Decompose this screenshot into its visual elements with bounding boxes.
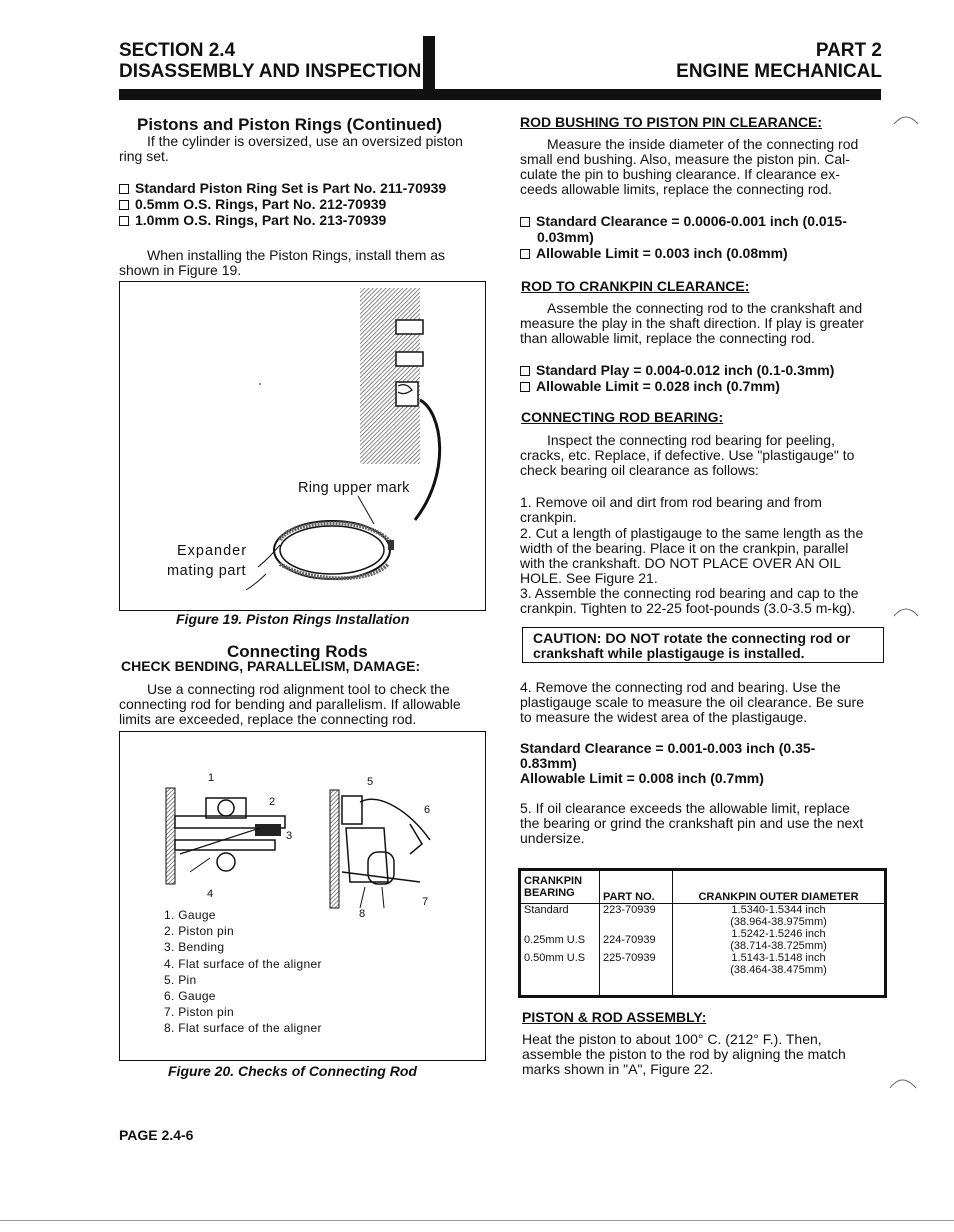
callout-8: 8 (359, 908, 366, 920)
step5-line: the bearing or grind the crankshaft pin and use the next (520, 815, 864, 831)
scan-mark-icon (890, 588, 930, 628)
checkbox-icon (520, 366, 530, 376)
crankpin-spec-2: Allowable Limit = 0.028 inch (0.7mm) (520, 379, 780, 394)
step5-line: 5. If oil clearance exceeds the allowable limit, replace (520, 800, 850, 816)
step-line: with the crankshaft. DO NOT PLACE OVER AN OIL (520, 555, 842, 571)
callout-3: 3 (286, 830, 293, 842)
bushing-spec-1b: 0.03mm) (537, 229, 594, 245)
figure-19-frame (119, 281, 486, 611)
page-number: PAGE 2.4-6 (119, 1127, 194, 1143)
part-item: 1.0mm O.S. Rings, Part No. 213-70939 (119, 213, 386, 228)
checkbox-icon (520, 217, 530, 227)
bushing-spec-2: Allowable Limit = 0.003 inch (0.08mm) (520, 246, 788, 261)
callout-4: 4 (207, 888, 214, 900)
legend-item: 2. Piston pin (164, 924, 234, 939)
figure-20-frame (119, 731, 486, 1061)
standard-clearance-2: 0.83mm) (520, 755, 577, 771)
bearing-text-2: cracks, etc. Replace, if defective. Use "plastigauge" to (520, 447, 855, 463)
check-text-1: Use a connecting rod alignment tool to check the (147, 681, 450, 697)
bushing-heading: ROD BUSHING TO PISTON PIN CLEARANCE: (520, 114, 823, 130)
bushing-text-2: small end bushing. Also, measure the piston pin. Cal- (520, 151, 850, 167)
part-title: ENGINE MECHANICAL (676, 61, 882, 82)
crankpin-text-3: than allowable limit, replace the connecting rod. (520, 330, 815, 346)
header-divider (423, 36, 435, 90)
step-line: 1. Remove oil and dirt from rod bearing and from (520, 494, 822, 510)
legend-item: 3. Bending (164, 940, 225, 955)
connecting-rods-heading: Connecting Rods (227, 642, 368, 661)
piston-ring-illustration (120, 282, 484, 609)
table-row: 0.25mm U.S 224-70939 1.5242-1.5246 inch (38.714-38.725mm) (521, 928, 884, 952)
section-title: DISASSEMBLY AND INSPECTION (119, 61, 422, 82)
assembly-text-3: marks shown in "A", Figure 22. (522, 1061, 714, 1077)
crankpin-table (518, 868, 887, 998)
oversize-text-1: If the cylinder is oversized, use an oversized piston (147, 133, 463, 149)
step-line: 2. Cut a length of plastigauge to the same length as the (520, 525, 864, 541)
legend-item: 7. Piston pin (164, 1005, 234, 1020)
table-row: 0.50mm U.S 225-70939 1.5143-1.5148 inch (38.464-38.475mm) (521, 952, 884, 996)
step4-line: to measure the widest area of the plastigauge. (520, 709, 808, 725)
checkbox-icon (520, 382, 530, 392)
callout-6: 6 (424, 804, 431, 816)
figure-19-caption: Figure 19. Piston Rings Installation (176, 611, 410, 627)
oversize-text-2: ring set. (119, 148, 169, 164)
bottom-edge (0, 1220, 954, 1221)
bearing-heading: CONNECTING ROD BEARING: (521, 409, 724, 425)
bushing-text-1: Measure the inside diameter of the connecting rod (547, 136, 859, 152)
assembly-heading: PISTON & ROD ASSEMBLY: (522, 1009, 707, 1025)
crankpin-spec-1: Standard Play = 0.004-0.012 inch (0.1-0.3mm) (520, 363, 834, 378)
check-heading: CHECK BENDING, PARALLELISM, DAMAGE: (121, 658, 421, 674)
part-item: Standard Piston Ring Set is Part No. 211-70939 (119, 181, 446, 196)
step4-line: plastigauge scale to measure the oil clearance. Be sure (520, 694, 864, 710)
install-text-2: shown in Figure 19. (119, 262, 242, 278)
legend-item: 6. Gauge (164, 989, 216, 1004)
step-line: HOLE. See Figure 21. (520, 570, 658, 586)
checkbox-icon (119, 184, 129, 194)
step5-line: undersize. (520, 830, 585, 846)
check-text-2: connecting rod for bending and parallelism. If allowable (119, 696, 461, 712)
step-line: crankpin. (520, 509, 577, 525)
callout-5: 5 (367, 776, 374, 788)
header-rule (119, 89, 881, 100)
legend-item: 5. Pin (164, 972, 197, 987)
part-item: 0.5mm O.S. Rings, Part No. 212-70939 (119, 197, 386, 212)
callout-2: 2 (269, 796, 276, 808)
crankpin-text-2: measure the play in the shaft direction. If play is greater (520, 315, 864, 331)
legend-item: 4. Flat surface of the aligner (164, 956, 322, 971)
step-line: crankpin. Tighten to 22-25 foot-pounds (3.0-3.5 m-kg). (520, 600, 856, 616)
checkbox-icon (119, 216, 129, 226)
callout-1: 1 (208, 772, 215, 784)
standard-clearance-1: Standard Clearance = 0.001-0.003 inch (0.35- (520, 740, 816, 756)
table-header: PART NO. (600, 871, 673, 903)
allowable-limit: Allowable Limit = 0.008 inch (0.7mm) (520, 770, 764, 786)
pistons-heading: Pistons and Piston Rings (Continued) (137, 115, 443, 134)
mating-part-label: mating part (167, 563, 247, 579)
legend-item: 1. Gauge (164, 908, 216, 922)
callout-7: 7 (422, 896, 429, 908)
ring-upper-mark-label: Ring upper mark (298, 480, 410, 496)
crankpin-heading: ROD TO CRANKPIN CLEARANCE: (521, 278, 750, 294)
bushing-text-4: ceeds allowable limits, replace the connecting rod. (520, 181, 833, 197)
bushing-spec-1: Standard Clearance = 0.0006-0.001 inch (0.015- (520, 214, 847, 229)
caution-box (522, 627, 884, 663)
bearing-text-1: Inspect the connecting rod bearing for peeling, (547, 432, 835, 448)
part-number: PART 2 (815, 40, 882, 61)
section-number: SECTION 2.4 (119, 40, 236, 61)
legend-item: 8. Flat surface of the aligner (164, 1021, 322, 1036)
bushing-text-3: culate the pin to bushing clearance. If clearance ex- (520, 166, 840, 182)
scan-mark-icon (886, 1064, 926, 1104)
expander-label: Expander (177, 543, 248, 559)
table-header: CRANKPIN OUTER DIAMETER (673, 871, 885, 903)
check-text-3: limits are exceeded, replace the connecting rod. (119, 711, 417, 727)
caution-text-1: CAUTION: DO NOT rotate the connecting rod or (533, 630, 851, 646)
crankpin-text-1: Assemble the connecting rod to the crankshaft and (547, 300, 863, 316)
bearing-text-3: check bearing oil clearance as follows: (520, 462, 759, 478)
caution-text-2: crankshaft while plastigauge is installed. (533, 645, 805, 661)
assembly-text-1: Heat the piston to about 100° C. (212° F.). Then, (522, 1031, 822, 1047)
scan-mark-icon (890, 110, 930, 150)
step4-line: 4. Remove the connecting rod and bearing. Use the (520, 679, 841, 695)
step-line: 3. Assemble the connecting rod bearing and cap to the (520, 585, 859, 601)
checkbox-icon (119, 200, 129, 210)
table-header: CRANKPIN BEARING (521, 871, 600, 903)
table-row: Standard 223-70939 1.5340-1.5344 inch (38.964-38.975mm) (521, 903, 884, 928)
install-text-1: When installing the Piston Rings, install them as (147, 247, 446, 263)
assembly-text-2: assemble the piston to the rod by aligning the match (522, 1046, 846, 1062)
figure-20-caption: Figure 20. Checks of Connecting Rod (168, 1063, 417, 1079)
step-line: width of the bearing. Place it on the crankpin, parallel (520, 540, 849, 556)
figure-20-legend (164, 907, 322, 1037)
checkbox-icon (520, 249, 530, 259)
